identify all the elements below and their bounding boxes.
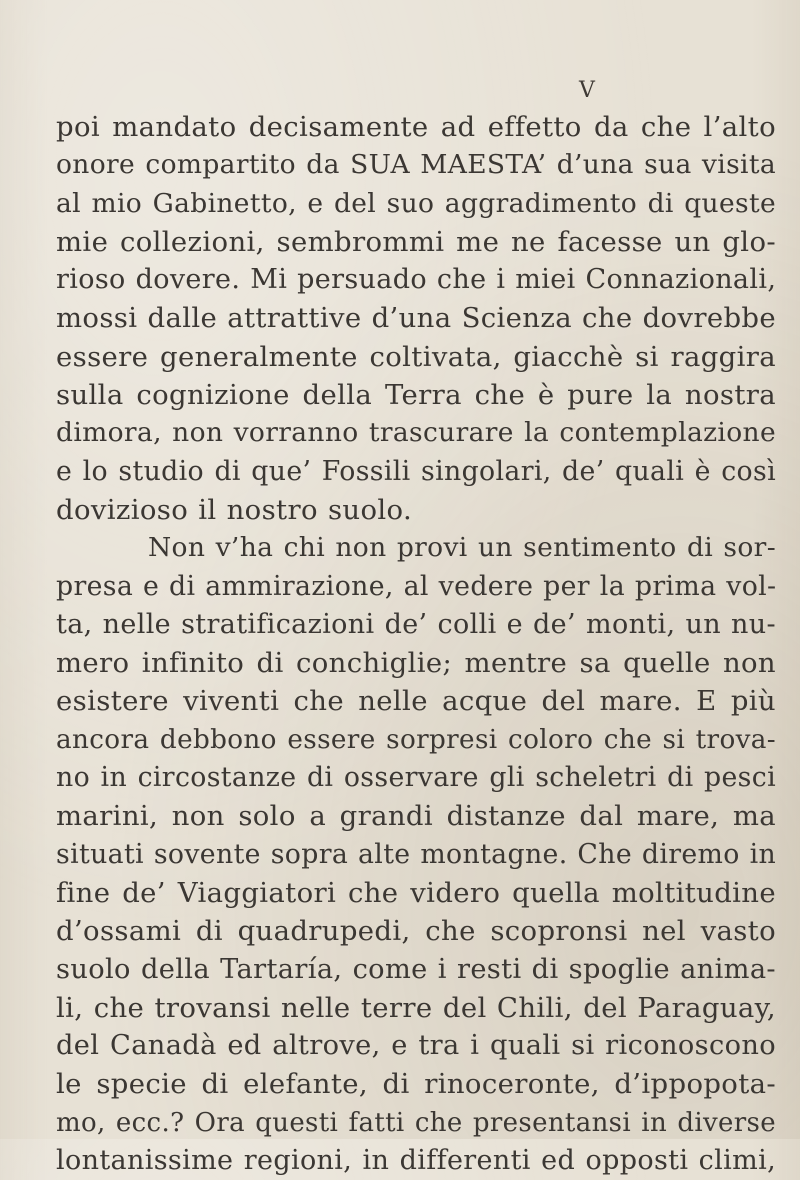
text-line: sulla cognizione della Terra che è pure la nostra	[56, 379, 776, 412]
text-line: fine de’ Viaggiatori che videro quella moltitudine	[56, 876, 776, 909]
text-line: dimora, non vorranno trascurare la contemplazione	[56, 417, 776, 449]
body-text	[56, 108, 776, 1180]
paragraph-start-line: Non v’ha chi non provi un sentimento di sor-	[148, 532, 776, 564]
text-line: presa e di ammirazione, al vedere per la prima vol-	[56, 570, 777, 602]
text-line: lontanissime regioni, in differenti ed opposti climi,	[56, 1145, 776, 1177]
text-line: del Canadà ed altrove, e tra i quali si riconoscono	[56, 1030, 776, 1062]
text-line: suolo della Tartaría, come i resti di spoglie anima-	[56, 953, 776, 985]
text-line: essere generalmente coltivata, giacchè si raggira	[56, 340, 776, 373]
text-line: e lo studio di que’ Fossili singolari, de’ quali è così	[56, 455, 776, 487]
text-line: d’ossami di quadrupedi, che scopronsi nel vasto	[56, 915, 776, 948]
page-number: V	[579, 78, 595, 103]
text-line: onore compartito da SUA MAESTA’ d’una sua visita	[56, 149, 776, 181]
paragraph-end-line: dovizioso il nostro suolo.	[56, 493, 413, 526]
text-line: marini, non solo a grandi distanze dal mare, ma	[56, 800, 776, 833]
text-line: no in circostanze di osservare gli scheletri di pesci	[56, 762, 776, 794]
text-line: rioso dovere. Mi persuado che i miei Connazionali,	[56, 264, 777, 296]
text-line: li, che trovansi nelle terre del Chili, del Paraguay,	[56, 991, 776, 1024]
text-line: mero infinito di conchiglie; mentre sa quelle non	[56, 647, 776, 680]
text-line: ancora debbono essere sorpresi coloro che si trova-	[56, 724, 776, 755]
text-line: poi mandato decisamente ad effetto da che l’alto	[56, 111, 776, 143]
text-line: mo, ecc.? Ora questi fatti che presentansi in diverse	[56, 1107, 776, 1138]
text-line: mie collezioni, sembrommi me ne facesse un glo-	[56, 225, 776, 258]
text-line: al mio Gabinetto, e del suo aggradimento di queste	[56, 187, 776, 219]
text-line: le specie di elefante, di rinoceronte, d’ippopota-	[56, 1068, 776, 1101]
text-line: ta, nelle stratificazioni de’ colli e de’ monti, un nu-	[56, 608, 776, 640]
text-line: situati sovente sopra alte montagne. Che diremo in	[56, 838, 777, 870]
text-line: mossi dalle attrattive d’una Scienza che dovrebbe	[56, 302, 776, 335]
text-line: esistere viventi che nelle acque del mare. E più	[56, 685, 776, 718]
